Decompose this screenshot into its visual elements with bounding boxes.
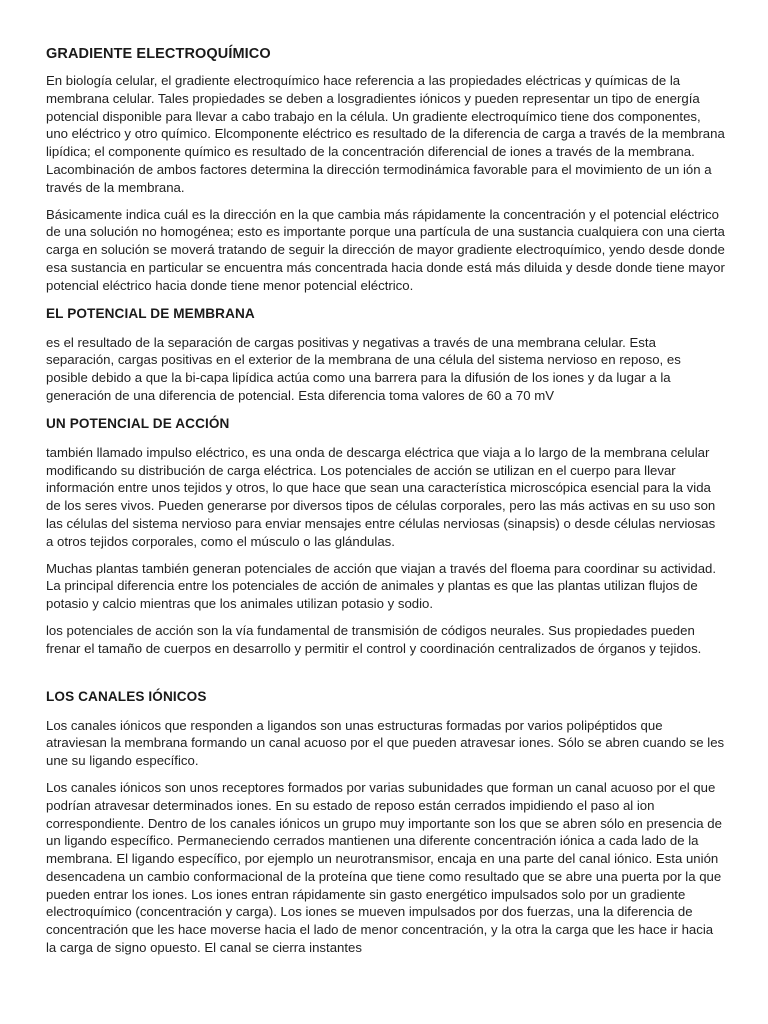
paragraph: Los canales iónicos son unos receptores formados por varias subunidades que forman un canal acuoso por el que podrían atravesar determinados iones. En su estado de reposo están cerrados impidiendo el paso al ion correspondiente. Dentro de los canales iónicos un grupo muy importante son los que se abren sólo en presencia de un ligando específico. Permaneciendo cerrados mantienen una diferente concentración iónica a cada lado de la membrana. El ligando específico, por ejemplo un neurotransmisor, encaja en una parte del canal iónico. Esta unión desencadena un cambio conformacional de la proteína que tiene como resultado que se abre una puerta por la que pueden entrar los iones. Los iones entran rápidamente sin gasto energético impulsados solo por un gradiente electroquímico (concentración y carga). Los iones se mueven impulsados por dos fuerzas, una la diferencia de concentración que les hace moverse hacia el lado de menor concentración, y la otra la carga que les hace ir hacia la carga de signo opuesto. El canal se cierra instantes	[46, 779, 722, 956]
spacer	[46, 667, 726, 687]
paragraph: Básicamente indica cuál es la dirección en la que cambia más rápidamente la concentración y el potencial eléctrico de una solución no homogénea; esto es importante porque una partícula de una sustancia cualquiera con una cierta carga en solución se moverá tratando de seguir la dirección de mayor gradiente electroquímico, yendo desde donde esa sustancia en particular se encuentra más concentrada hacia donde está más diluida y desde donde tiene mayor potencial eléctrico hacia donde tiene menor potencial eléctrico.	[46, 206, 725, 293]
document-body	[46, 44, 726, 966]
section-heading-potencial-accion: UN POTENCIAL DE ACCIÓN	[46, 415, 230, 431]
paragraph: En biología celular, el gradiente electroquímico hace referencia a las propiedades eléctricas y químicas de la membrana celular. Tales propiedades se deben a losgradientes iónicos y pueden representar un tipo de energía potencial disponible para llevar a cabo trabajo en la célula. Un gradiente electroquímico tiene dos componentes, uno eléctrico y otro químico. Elcomponente eléctrico es resultado de la diferencia de carga a través de la membrana lipídica; el componente químico es resultado de la concentración diferencial de iones a través de la membrana. Lacombinación de ambos factores determina la dirección termodinámica favorable para el movimiento de un ión a través de la membrana.	[46, 73, 725, 195]
section-heading-potencial-membrana: EL POTENCIAL DE MEMBRANA	[46, 305, 255, 321]
section-heading-canales-ionicos: LOS CANALES IÓNICOS	[46, 688, 207, 704]
paragraph: es el resultado de la separación de cargas positivas y negativas a través de una membrana celular. Esta separación, cargas positivas en el exterior de la membrana de una célula del sistema nervioso en reposo, es posible debido a que la bi-capa lipídica actúa como una barrera para la difusión de los iones y da lugar a la generación de una diferencia de potencial. Esta diferencia toma valores de 60 a 70 mV	[46, 334, 681, 403]
paragraph: Los canales iónicos que responden a ligandos son unas estructuras formadas por varios polipéptidos que atraviesan la membrana formando un canal acuoso por el que pueden atravesar iones. Sólo se abren cuando se les une su ligando específico.	[46, 717, 725, 769]
paragraph: los potenciales de acción son la vía fundamental de transmisión de códigos neurales. Sus propiedades pueden frenar el tamaño de cuerpos en desarrollo y permitir el control y coordinación centralizados de órganos y tejidos.	[46, 622, 702, 656]
paragraph: también llamado impulso eléctrico, es una onda de descarga eléctrica que viaja a lo largo de la membrana celular modificando su distribución de carga eléctrica. Los potenciales de acción se utilizan en el cuerpo para llevar información entre unos tejidos y otros, lo que hace que sean una característica microscópica esencial para la vida de los seres vivos. Pueden generarse por diversos tipos de células corporales, pero las más activas en su uso son las células del sistema nervioso para enviar mensajes entre células nerviosas (sinapsis) o desde células nerviosas a otros tejidos corporales, como el músculo o las glándulas.	[46, 444, 716, 549]
section-heading-gradiente: GRADIENTE ELECTROQUÍMICO	[46, 46, 271, 62]
paragraph: Muchas plantas también generan potenciales de acción que viajan a través del floema para coordinar su actividad. La principal diferencia entre los potenciales de acción de animales y plantas es que las plantas utilizan flujos de potasio y calcio mientras que los animales utilizan potasio y sodio.	[46, 560, 717, 612]
